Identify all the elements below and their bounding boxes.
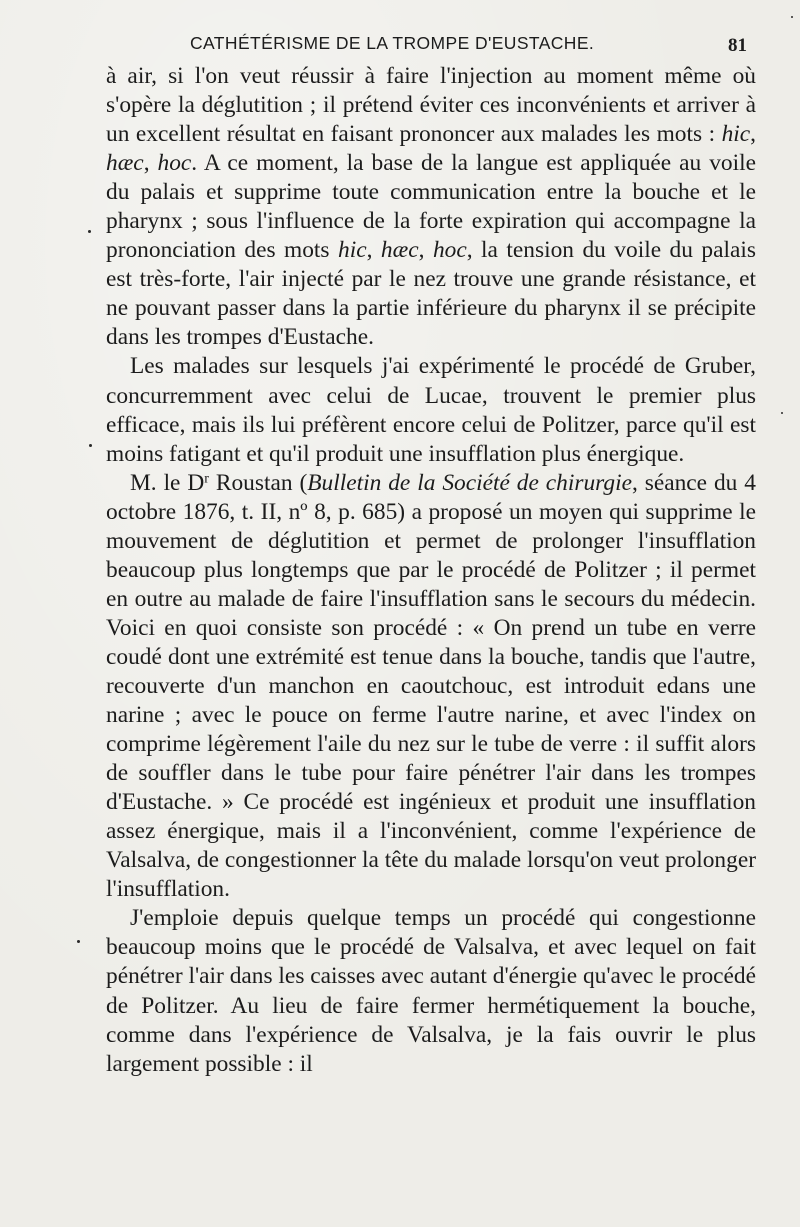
text-run: J'emploie depuis quelque temps un procédé qui congestionne beaucoup moins que le procédé de Valsalva, et avec lequel on fait pénétrer l'air dans les caisses avec autant d'énergie qu'avec le procédé de Politzer. Au lieu de faire fermer hermétiquement la bouche, comme dans l'expérience de Valsalva, je la fais ouvrir le plus largement possible : il — [106, 905, 756, 1077]
text-run: , — [366, 237, 381, 264]
running-title: CATHÉTÉRISME DE LA TROMPE D'EUSTACHE. — [190, 33, 595, 53]
text-run: Roustan ( — [208, 469, 308, 496]
text-run: , séance du 4 octobre 1876, t. II, nº 8, p. 685) a proposé un moyen qui supprime le mouvement de déglutition et permet de prolonger l'insufflation beaucoup plus longtemps que par le procédé de Politzer ; il permet en outre au malade de faire l'insufflation sans le secours du médecin. Voici en quoi consiste son procédé : « On prend un tube en verre coudé dont une extrémité est tenue dans la bouche, tandis que l'autre, recouverte d'un manchon en caoutchouc, est introduit edans une narine ; avec le pouce on ferme l'autre narine, et avec l'index on comprime légèrement l'aile du nez sur le tube de verre : il suffit alors de souffler dans le tube pour faire pénétrer l'air dans les trompes d'Eustache. » Ce procédé est ingénieux et produit une insufflation assez énergique, mais il a l'inconvénient, comme l'expérience de Valsalva, de congestionner la tête du malade lorsqu'on veut prolonger l'insufflation. — [106, 469, 756, 903]
italic-text: hæc — [106, 150, 144, 177]
margin-speck — [791, 16, 793, 18]
text-run: , — [750, 121, 756, 148]
text-run: M. le D — [130, 469, 205, 496]
running-head — [0, 33, 800, 59]
italic-text: hic — [721, 121, 751, 148]
margin-speck — [77, 940, 80, 943]
text-run: . A ce moment, la base de la langue est appliquée au voile du palais et supprime toute communication entre la bouche et le pharynx ; sous l'influence de la forte expiration qui accompagne la prononciation des mots — [106, 150, 756, 264]
text-run: , — [143, 150, 158, 177]
text-run: à air, si l'on veut réussir à faire l'injection au moment même où s'opère la déglutition ; il prétend éviter ces inconvénients et arriver à un excellent résultat en faisant prononcer aux malades les mots : — [106, 63, 756, 148]
body-paragraph — [106, 904, 756, 1078]
italic-text: hoc — [157, 150, 192, 177]
text-run: , — [418, 237, 433, 264]
superscript-text: r — [204, 469, 209, 486]
text-run: , la tension du voile du palais est très-forte, l'air injecté par le nez trouve une grande résistance, et ne pouvant passer dans la partie inférieure du pharynx il se précipite dans les trompes d'Eustache. — [106, 237, 756, 351]
italic-text: hoc — [432, 237, 467, 264]
body-text — [106, 62, 756, 1079]
body-paragraph — [106, 62, 756, 352]
italic-text: Bulletin de la Société de chirurgie — [307, 469, 632, 496]
page-number: 81 — [728, 35, 747, 56]
body-paragraph — [106, 352, 756, 468]
margin-speck — [781, 412, 783, 414]
margin-speck — [88, 230, 91, 233]
margin-speck — [89, 444, 92, 447]
body-paragraph — [106, 469, 756, 905]
italic-text: hæc — [380, 237, 419, 264]
text-run: Les malades sur lesquels j'ai expérimenté le procédé de Gruber, concurremment avec celui de Lucae, trouvent le premier plus efficace, mais ils lui préfèrent encore celui de Politzer, parce qu'il est moins fatigant et qu'il produit une insufflation plus énergique. — [106, 353, 756, 467]
italic-text: hic — [338, 237, 367, 264]
